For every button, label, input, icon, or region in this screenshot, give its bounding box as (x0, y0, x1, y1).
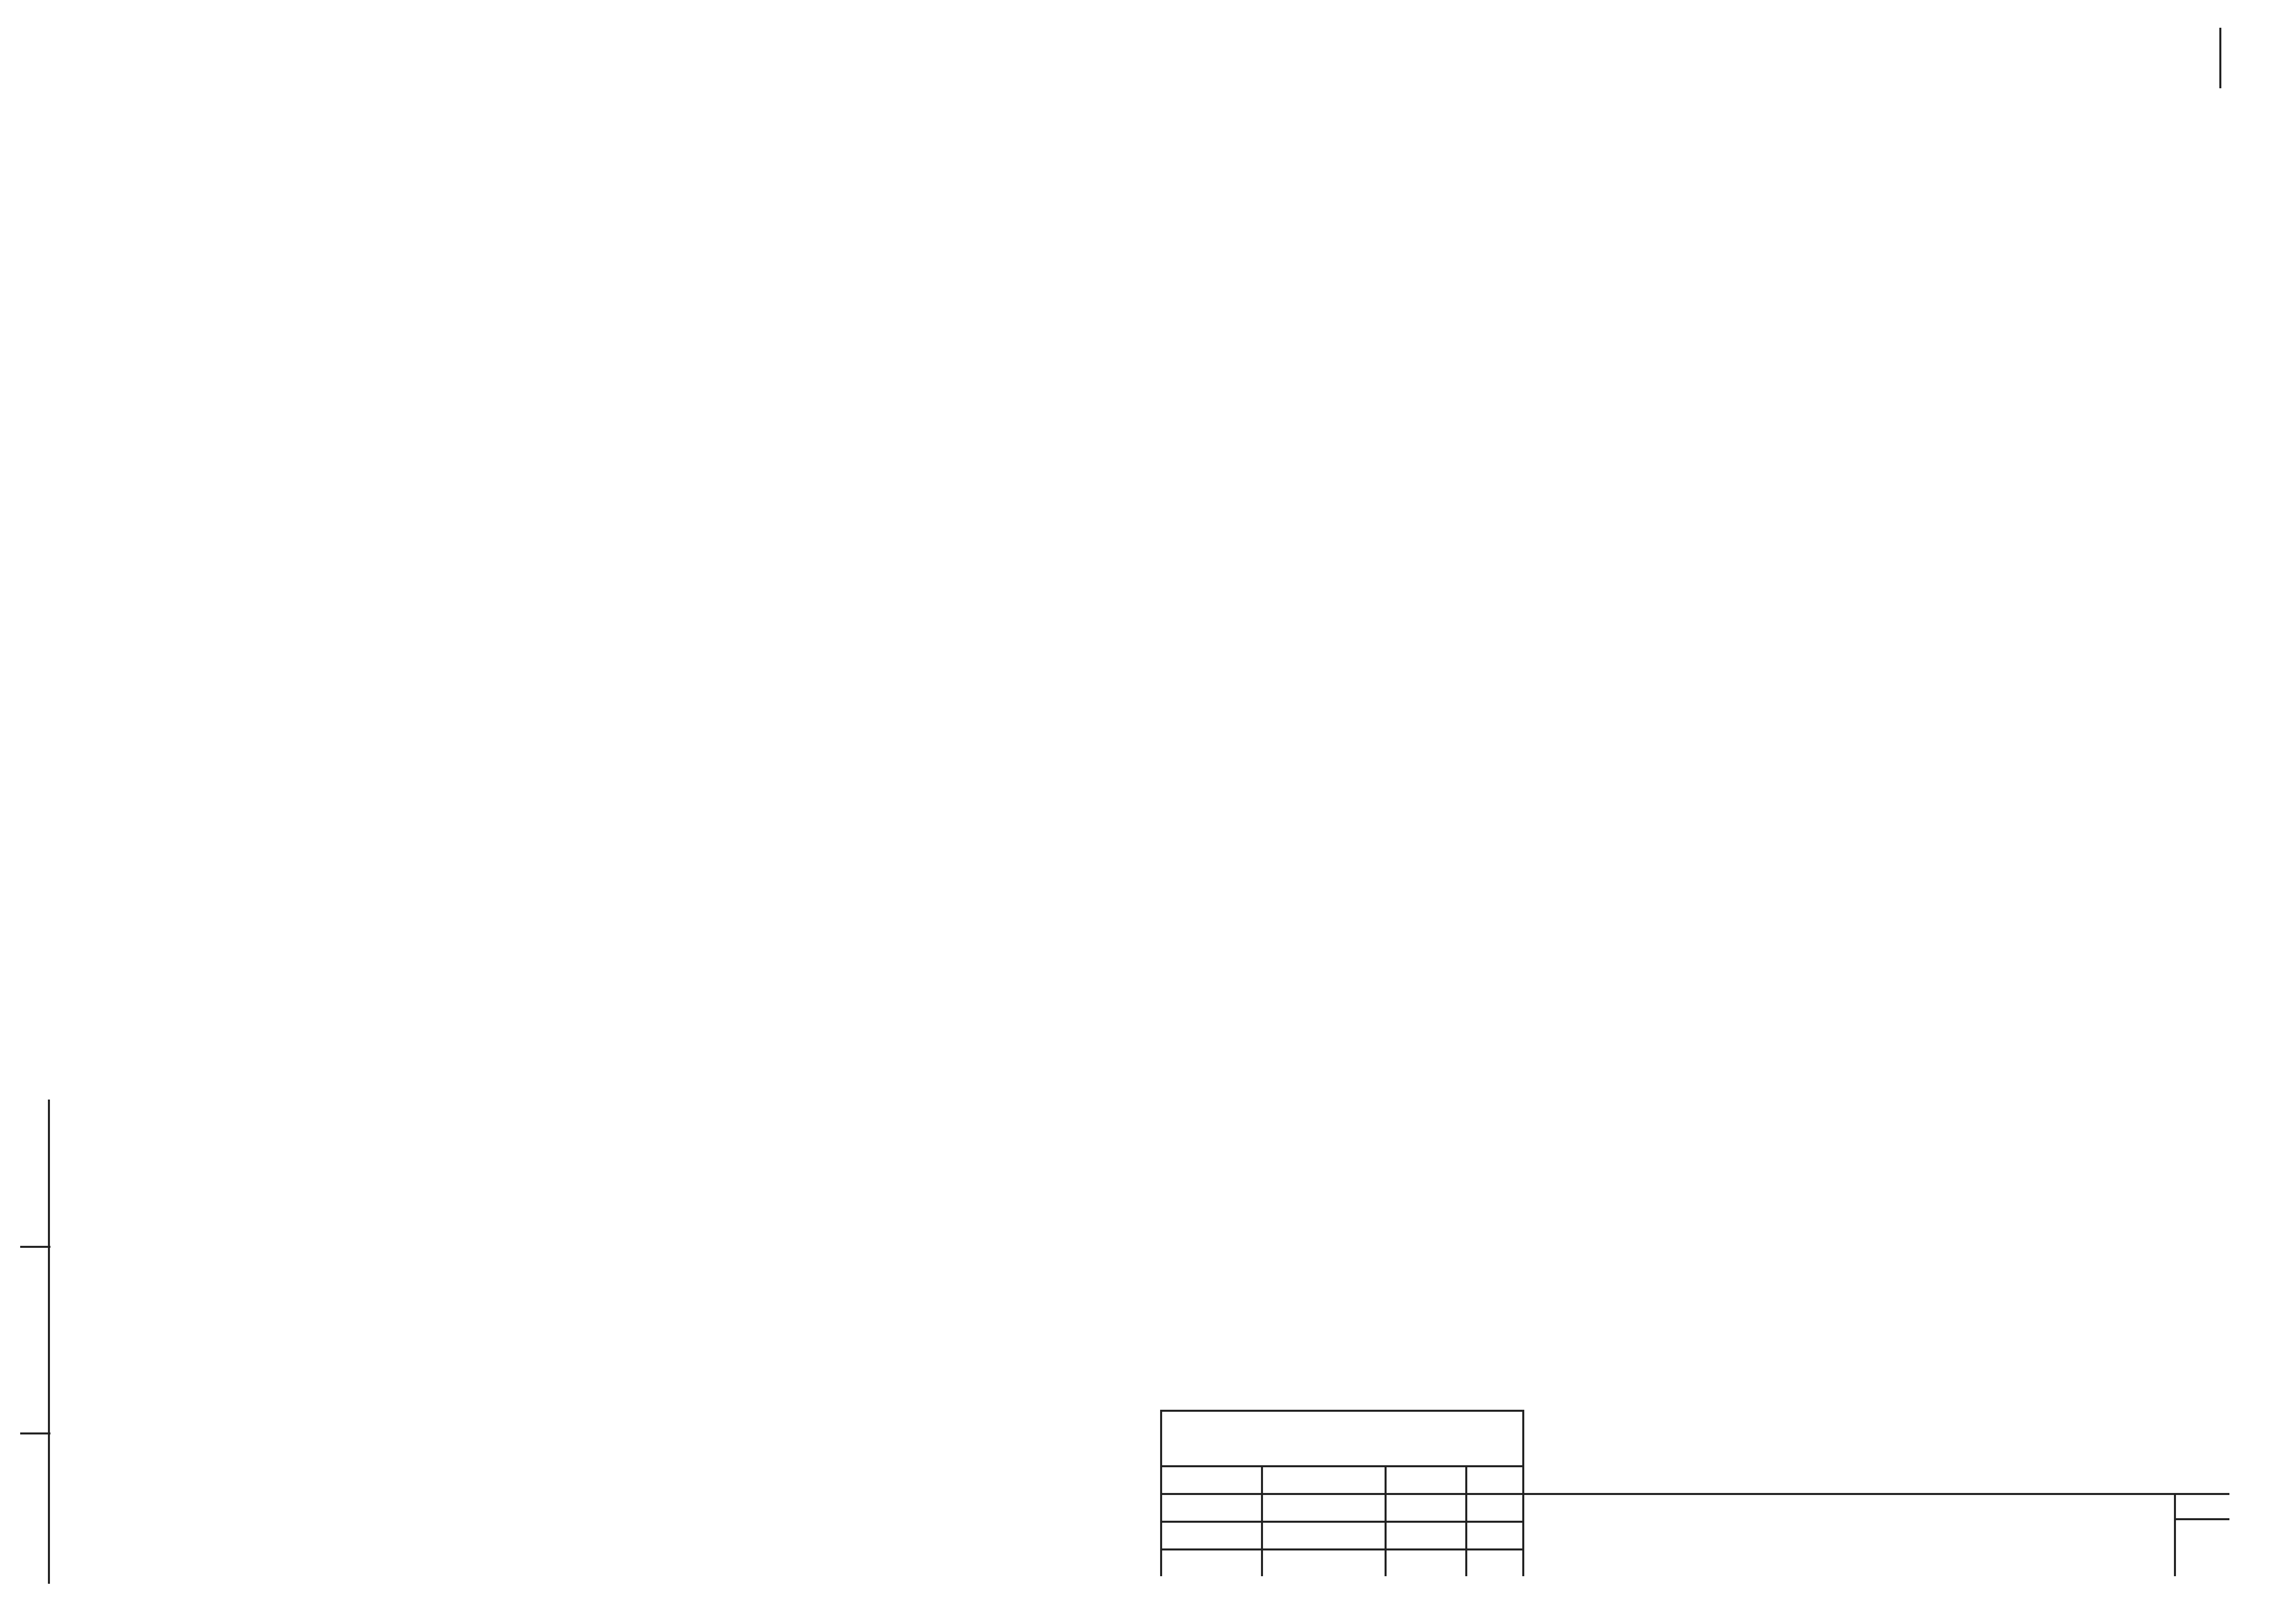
binding-strip-line (48, 1100, 50, 1584)
stamp-line (1160, 1465, 1523, 1467)
stamp-line (1385, 1465, 1387, 1576)
stamp-line (1160, 1548, 1523, 1550)
stamp-line (1160, 1521, 1523, 1523)
binding-divider (20, 1246, 50, 1248)
stamp-border (1160, 1410, 1523, 1412)
binding-divider (20, 1432, 50, 1434)
title-block-line (2174, 1518, 2229, 1520)
stamp-line (1465, 1465, 1467, 1576)
stamp-line (1160, 1493, 1523, 1495)
title-block-border (1523, 1493, 2229, 1495)
stamp-line (1261, 1465, 1263, 1576)
page-number-frame (2219, 28, 2221, 88)
title-block-border (2174, 1493, 2176, 1576)
